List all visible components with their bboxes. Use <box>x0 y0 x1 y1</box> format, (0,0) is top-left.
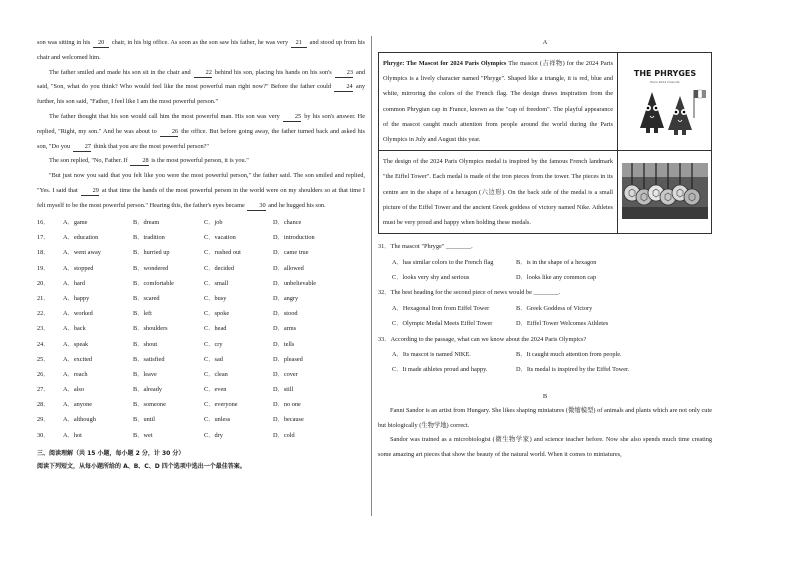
option-b[interactable]: B．until <box>133 416 156 424</box>
option-a[interactable]: A．reach <box>63 370 88 378</box>
blank-22[interactable]: 22 <box>194 69 212 78</box>
question-33-options-row-2 <box>378 362 712 377</box>
option-b[interactable]: B．tradition <box>133 234 165 242</box>
cloze-option-row <box>37 383 365 398</box>
option-d[interactable]: D．cold <box>273 431 295 439</box>
question-number: 28． <box>37 401 50 409</box>
question-32-option-a[interactable]: A．Hexagonal Iron from Eiffel Tower <box>392 304 490 312</box>
column-divider <box>371 36 372 516</box>
mascot-logo-text: THE PHRYGES <box>633 69 696 79</box>
question-number: 20． <box>37 279 50 287</box>
news-row-1 <box>379 53 712 151</box>
question-number: 21． <box>37 294 50 302</box>
question-number: 17． <box>37 234 50 242</box>
cloze-option-row <box>37 337 365 352</box>
question-33-option-b[interactable]: B．It caught much attention from people. <box>516 351 622 359</box>
option-b[interactable]: B．someone <box>133 401 166 409</box>
option-d[interactable]: D．allowed <box>273 264 304 272</box>
blank-27[interactable]: 27 <box>73 143 91 152</box>
passage-paragraph-2 <box>37 66 365 110</box>
passage-label-a: A <box>542 39 548 46</box>
cloze-option-row <box>37 352 365 367</box>
blank-26[interactable]: 26 <box>160 128 178 137</box>
question-31-option-a[interactable]: A．has similar colors to the French flag <box>392 258 494 266</box>
option-c[interactable]: C．dry <box>204 431 223 439</box>
question-number: 22． <box>37 310 50 318</box>
blank-25[interactable]: 25 <box>283 113 301 122</box>
cloze-option-row <box>37 216 365 231</box>
news-row-2 <box>379 151 712 234</box>
option-c[interactable]: C．decided <box>204 264 235 272</box>
paragraph-text: behind his son, placing his hands on his son's <box>214 68 332 76</box>
paragraph-text: The son replied, "No, Father. If <box>49 157 128 165</box>
option-a[interactable]: A．also <box>63 386 84 394</box>
cloze-options-list <box>37 216 365 444</box>
question-32-option-b[interactable]: B．Greek Goddess of Victory <box>516 304 593 312</box>
option-b[interactable]: B．comfortable <box>133 279 174 287</box>
option-d[interactable]: D．angry <box>273 294 299 302</box>
option-c[interactable]: C．busy <box>204 294 227 302</box>
blank-28[interactable]: 28 <box>130 157 148 166</box>
paragraph-text: chair, in his big office. As soon as the son saw his father, he was very <box>111 39 289 46</box>
mascot-image <box>618 53 712 151</box>
olympic-medals-icon <box>622 163 708 219</box>
option-d[interactable]: D．introduction <box>273 234 315 242</box>
option-a[interactable]: A．happy <box>63 294 90 302</box>
left-column <box>37 36 365 473</box>
blank-23[interactable]: 23 <box>335 69 353 78</box>
paragraph-text: son was sitting in his <box>37 39 91 46</box>
question-31-option-d[interactable]: D．looks like any common cap <box>516 274 597 282</box>
passage-label-b: B <box>542 392 548 400</box>
option-d[interactable]: D．still <box>273 386 294 394</box>
option-b[interactable]: B．leave <box>133 370 157 378</box>
question-number: 19． <box>37 264 50 272</box>
option-c[interactable]: C．rushed out <box>204 249 241 257</box>
passage-paragraph-4 <box>37 154 365 169</box>
option-c[interactable]: C．cry <box>204 340 223 348</box>
question-33-option-c[interactable]: C．It made athletes proud and happy. <box>392 366 488 374</box>
question-32-option-c[interactable]: C．Olympic Medal Meets Eiffel Tower <box>392 320 493 328</box>
right-column <box>378 36 712 463</box>
paragraph-text: is the most powerful person, it is you." <box>151 157 249 165</box>
question-number: 23． <box>37 325 50 333</box>
option-c[interactable]: C．small <box>204 279 229 287</box>
option-a[interactable]: A．anyone <box>63 401 93 409</box>
passage-b-paragraph-2: Sandor was trained as a microbiologist (微生物学家) and science teacher before. Now she also spends much time creating some amazing art pieces that show the beauty of the natural world. When it comes to miniatures, <box>378 436 712 459</box>
question-number: 27． <box>37 386 50 394</box>
cloze-option-row <box>37 276 365 291</box>
question-number: 26． <box>37 370 50 378</box>
question-31-option-b[interactable]: B．is in the shape of a hexagon <box>516 258 597 266</box>
option-d[interactable]: D．pleased <box>273 355 303 363</box>
option-a[interactable]: A．hard <box>63 279 86 287</box>
cloze-option-row <box>37 231 365 246</box>
option-b[interactable]: B．dream <box>133 219 160 226</box>
passage-paragraph-5 <box>37 169 365 213</box>
option-b[interactable]: B．scared <box>133 294 160 302</box>
question-31-options-row-2 <box>378 270 712 285</box>
option-b[interactable]: B．shout <box>133 340 158 348</box>
option-d[interactable]: D．stood <box>273 310 298 318</box>
news-1-title: Phryge: The Mascot for 2024 Paris Olympics <box>383 60 507 67</box>
option-a[interactable]: A．back <box>63 325 86 333</box>
option-c[interactable]: C．even <box>204 386 227 394</box>
section-instructions: 阅读下列短文，从每小题所给的 A、B、C、D 四个选项中选出一个最佳答案。 <box>37 463 246 471</box>
option-a[interactable]: A．went away <box>63 249 101 257</box>
option-c[interactable]: C．unless <box>204 416 231 424</box>
option-d[interactable]: D．cover <box>273 370 298 378</box>
cloze-option-row <box>37 367 365 382</box>
blank-29[interactable]: 29 <box>81 187 99 196</box>
question-32-options-row-2 <box>378 316 712 331</box>
option-d[interactable]: D．chance <box>273 219 302 226</box>
paragraph-text: any further, his son said, "Father, I feel like I am the most powerful person." <box>37 83 366 106</box>
cloze-option-row <box>37 307 365 322</box>
option-b[interactable]: B．shoulders <box>133 325 168 333</box>
option-c[interactable]: C．vacation <box>204 234 236 242</box>
question-number: 18． <box>37 249 50 257</box>
option-c[interactable]: C．head <box>204 325 227 333</box>
question-33 <box>378 332 712 378</box>
option-c[interactable]: C．sad <box>204 355 223 363</box>
question-31-stem: 31．The mascot "Phryge" ________. <box>378 243 473 251</box>
option-d[interactable]: D．came true <box>273 249 309 257</box>
question-number: 29． <box>37 416 50 424</box>
option-a[interactable]: A．hot <box>63 431 82 439</box>
option-d[interactable]: D．unbelievable <box>273 279 317 287</box>
option-b[interactable]: B．left <box>133 310 152 318</box>
question-32-options-row-1 <box>378 301 712 316</box>
paragraph-text: The father thought that his son would call him the most powerful man. His son was very <box>49 112 280 120</box>
question-number: 16． <box>37 219 50 226</box>
option-c[interactable]: C．everyone <box>204 401 238 409</box>
paragraph-text: "But just now you said that you felt like you were the most powerful person," the father said. The son smiled and replied, "Yes. I said that <box>37 172 365 194</box>
option-b[interactable]: B．wet <box>133 431 153 439</box>
news-table <box>378 52 712 234</box>
option-a[interactable]: A．excited <box>63 355 93 363</box>
news-1-body: The mascot (吉祥物) for the 2024 Paris Olympics is a lively character named "Phryge". Shaped like a triangle, it is red, blue and white, mirroring the colors of the French flag. The design draws inspiration from the common Phrygian cap in France, known as the "cap of freedom". The playful appearance of the mascot caught much attention from people around the world during the Paris Olympics in July and August this year. <box>383 60 613 144</box>
question-31-options-row-1 <box>378 255 712 270</box>
option-b[interactable]: B．satisfied <box>133 355 165 363</box>
question-33-options-row-1 <box>378 347 712 362</box>
passage-paragraph-3 <box>37 110 365 154</box>
cloze-option-row <box>37 428 365 443</box>
option-d[interactable]: D．no one <box>273 401 301 409</box>
option-b[interactable]: B．wondered <box>133 264 169 272</box>
passage-b-paragraph-1: Fanni Sandor is an artist from Hungary. She likes shaping miniatures (微缩模型) of animals and plants which are not only cute but biologically (生物学地) correct. <box>378 406 712 429</box>
section-title: 三、阅读理解（共 15 小题，每小题 2 分，计 30 分） <box>37 450 185 458</box>
paragraph-text: at that time the hands of the most powerful person in the world were on my shoulders so at that time I felt myself to be the most powerful person." Hearing this, the father's eyes became <box>37 186 365 209</box>
cloze-option-row <box>37 261 365 276</box>
option-b[interactable]: B．hurried up <box>133 249 170 257</box>
blank-24[interactable]: 24 <box>334 83 352 92</box>
option-c[interactable]: C．job <box>204 219 223 226</box>
cloze-option-row <box>37 413 365 428</box>
news-1-text <box>379 53 618 151</box>
option-a[interactable]: A．worked <box>63 310 93 318</box>
question-31-option-c[interactable]: C．looks very shy and serious <box>392 274 470 282</box>
blank-20[interactable]: 20 <box>93 39 109 48</box>
question-32-option-d[interactable]: D．Eiffel Tower Welcomes Athletes <box>516 320 609 328</box>
blank-30[interactable]: 30 <box>247 202 265 211</box>
phryge-mascot-icon <box>622 60 708 140</box>
cloze-option-row <box>37 246 365 261</box>
option-d[interactable]: D．because <box>273 416 304 424</box>
mascot-logo-caption: Paris 2024 mascots <box>649 80 680 85</box>
question-number: 24． <box>37 340 50 348</box>
option-a[interactable]: A．although <box>63 416 96 424</box>
question-number: 30． <box>37 431 50 439</box>
question-31 <box>378 239 712 285</box>
medal-image <box>618 151 712 234</box>
option-d[interactable]: D．tells <box>273 340 295 348</box>
paragraph-text: and stood up from his chair and welcomed him. <box>37 39 366 61</box>
option-a[interactable]: A．game <box>63 219 88 226</box>
option-a[interactable]: A．education <box>63 234 99 242</box>
question-32-stem: 32．The best heading for the second piece of news would be ________. <box>378 289 561 297</box>
paragraph-text: and said, "Son, what do you think? Who would feel like the most powerful man right now?" Before the father could <box>37 68 366 91</box>
news-2-text: The design of the 2024 Paris Olympics medal is inspired by the famous French landmark "the Eiffel Tower". Each medal is made of the iron pieces from the tower. The pieces in its centre are in the shape of a hexagon (六边形). On the back side of the medal is a small picture of the Eiffel Tower and the ancient Greek goddess of victory named Nike. Athletes must be very proud and happy when holding these medals. <box>379 151 618 234</box>
paragraph-text: by his son's answer. He replied, "Right, my son." And he was about to <box>37 112 365 135</box>
option-d[interactable]: D．arms <box>273 325 297 333</box>
paragraph-text: and he hugged his son. <box>268 201 326 209</box>
blank-21[interactable]: 21 <box>291 39 307 48</box>
cloze-option-row <box>37 398 365 413</box>
question-number: 25． <box>37 355 50 363</box>
paragraph-text: The father smiled and made his son sit in the chair and <box>49 68 191 76</box>
question-32 <box>378 285 712 331</box>
passage-paragraph-1 <box>37 36 365 66</box>
cloze-option-row <box>37 322 365 337</box>
question-33-stem: 33．According to the passage, what can we know about the 2024 Paris Olympics? <box>378 335 587 343</box>
cloze-option-row <box>37 292 365 307</box>
question-33-option-a[interactable]: A．Its mascot is named NIKE. <box>392 351 471 359</box>
option-b[interactable]: B．already <box>133 386 163 394</box>
option-a[interactable]: A．speak <box>63 340 89 348</box>
question-33-option-d[interactable]: D．Its medal is inspired by the Eiffel Tower. <box>516 366 630 374</box>
option-c[interactable]: C．spoke <box>204 310 230 318</box>
paragraph-text: the office. But before going away, the father turned back and asked his son, "Do you <box>37 127 366 150</box>
option-c[interactable]: C．clean <box>204 370 228 378</box>
option-a[interactable]: A．stopped <box>63 264 94 272</box>
paragraph-text: think that you are the most powerful person?" <box>93 142 210 150</box>
